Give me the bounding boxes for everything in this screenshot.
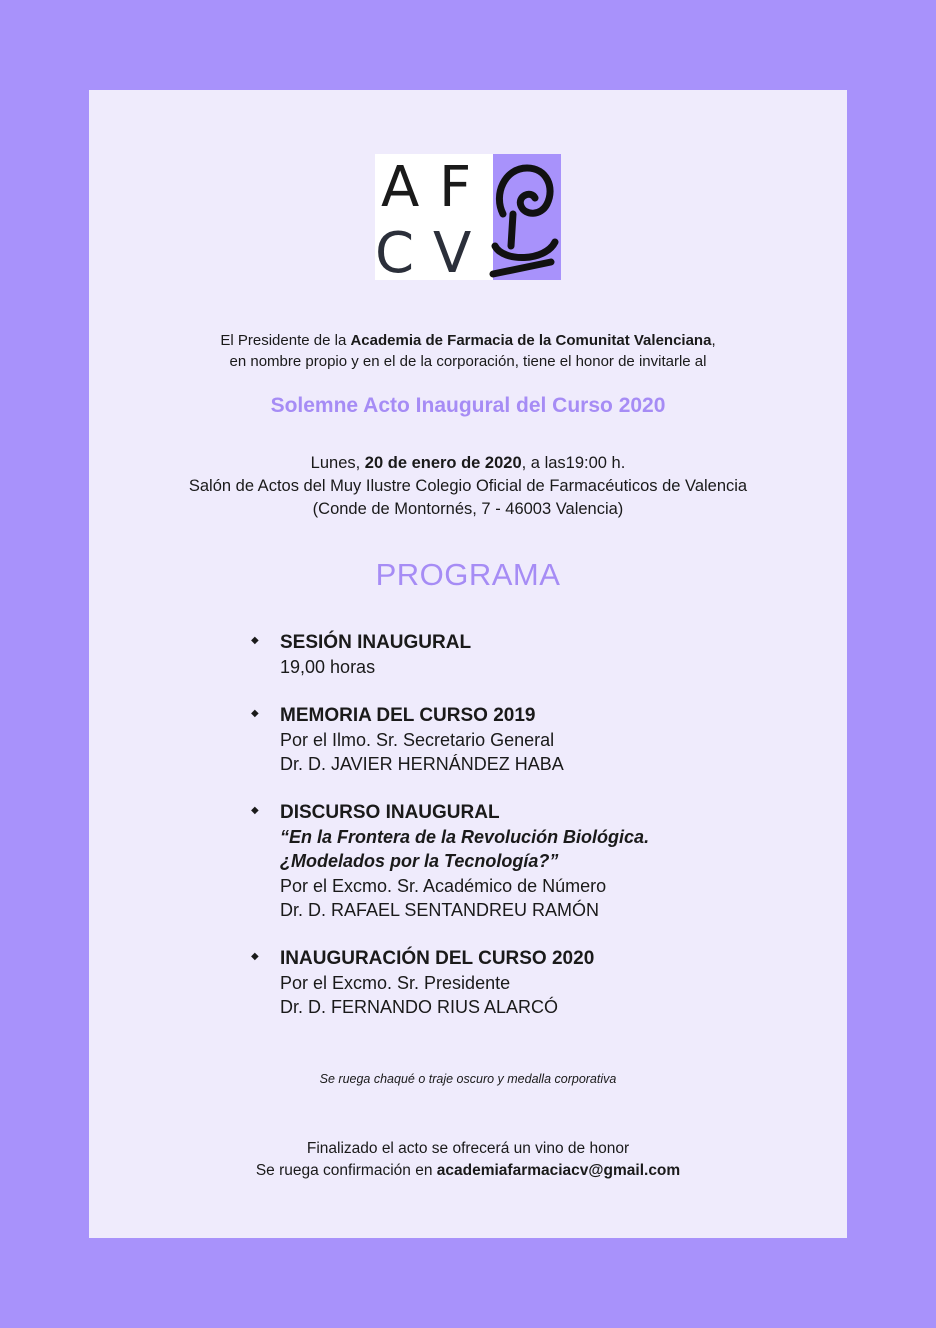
contact-email: academiafarmaciacv@gmail.com [436, 1162, 681, 1179]
program-list [251, 630, 811, 1043]
dress-code-note: Se ruega chaqué o traje oscuro y medalla corporativa [319, 1072, 617, 1086]
bullet-icon: ◆ [251, 635, 259, 646]
event-date: Lunes, 20 de enero de 2020, a las19:00 h. [310, 454, 626, 472]
event-title: Solemne Acto Inaugural del Curso 2020 [270, 394, 666, 417]
invitation-card [89, 90, 847, 1238]
program-item-sesion-inaugural: ◆ SESIÓN INAUGURAL 19,00 horas [251, 632, 472, 677]
afcv-logo [375, 154, 561, 280]
svg-text:A: A [381, 155, 420, 220]
program-item-memoria: ◆ MEMORIA DEL CURSO 2019 Por el Ilmo. Sr. Secretario General Dr. D. JAVIER HERNÁNDEZ HABA [251, 704, 564, 774]
invitation-line-1: El Presidente de la Academia de Farmacia de la Comunitat Valenciana, [220, 332, 716, 349]
bullet-icon: ◆ [251, 950, 259, 962]
svg-text:F: F [439, 155, 472, 220]
program-item-inauguracion: ◆ INAUGURACIÓN DEL CURSO 2020 Por el Excmo. Sr. Presidente Dr. D. FERNANDO RIUS ALARCÓ [251, 947, 595, 1017]
program-item-discurso: ◆ DISCURSO INAUGURAL “En la Frontera de la Revolución Biológica. ¿Modelados por la Tecnología?” Por el Excmo. Sr. Académico de Número Dr. D. RAFAEL SENTANDREU RAMÓN [251, 801, 650, 920]
svg-text:V: V [433, 221, 472, 280]
invitation-line-2: en nombre propio y en el de la corporación, tiene el honor de invitarle al [229, 353, 707, 370]
footer-line-2: Se ruega confirmación en academiafarmaciacv@gmail.com [255, 1162, 681, 1179]
event-venue: Salón de Actos del Muy Ilustre Colegio Oficial de Farmacéuticos de Valencia [188, 477, 748, 495]
event-details [89, 452, 847, 521]
programa-heading: PROGRAMA [375, 557, 561, 592]
bullet-icon: ◆ [251, 707, 259, 719]
event-address: (Conde de Montornés, 7 - 46003 Valencia) [312, 500, 624, 518]
bullet-icon: ◆ [251, 804, 259, 816]
svg-text:C: C [375, 221, 415, 280]
footer [89, 1138, 847, 1182]
footer-line-1: Finalizado el acto se ofrecerá un vino de honor [306, 1140, 630, 1157]
